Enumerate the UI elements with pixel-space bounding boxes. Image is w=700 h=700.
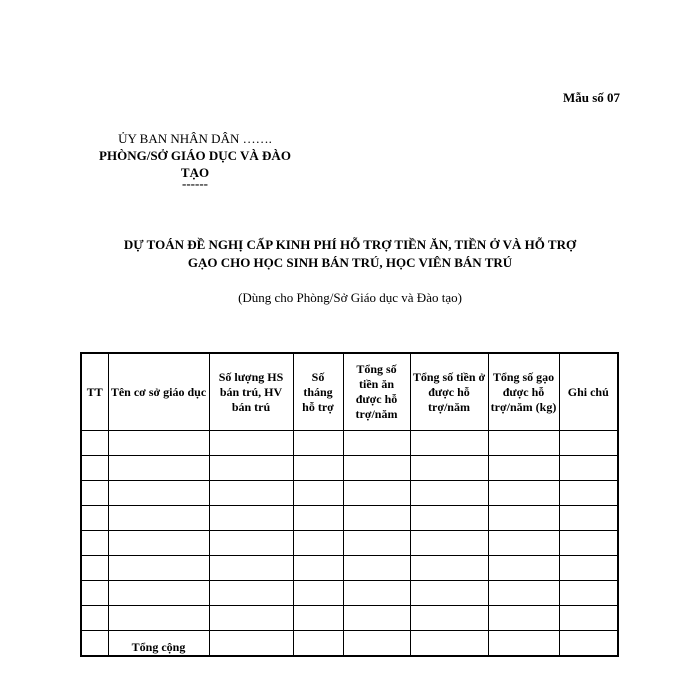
- column-header-student-count: Số lượng HS bán trú, HV bán trú: [209, 353, 293, 431]
- table-cell: [293, 531, 343, 556]
- table-cell: [209, 481, 293, 506]
- table-row: [81, 481, 618, 506]
- table-row: [81, 456, 618, 481]
- table-cell: [559, 556, 618, 581]
- table-cell: [108, 581, 209, 606]
- table-cell: [81, 481, 108, 506]
- table-cell: [209, 581, 293, 606]
- budget-table: [80, 352, 619, 657]
- table-cell: [559, 581, 618, 606]
- table-cell: [293, 506, 343, 531]
- authority-name: ỦY BAN NHÂN DÂN …….: [118, 131, 272, 146]
- table-cell: [293, 456, 343, 481]
- table-row: [81, 581, 618, 606]
- table-row: [81, 506, 618, 531]
- issuing-authority-block: [70, 130, 320, 189]
- table-cell: [559, 606, 618, 631]
- document-title: [70, 236, 630, 272]
- table-cell: [209, 431, 293, 456]
- table-cell: [343, 531, 410, 556]
- table-cell: [108, 506, 209, 531]
- table-cell: [488, 606, 559, 631]
- table-cell: [488, 506, 559, 531]
- column-header-tt: TT: [81, 353, 108, 431]
- column-header-months: Số tháng hỗ trợ: [293, 353, 343, 431]
- table-cell: [209, 506, 293, 531]
- table-cell: [108, 456, 209, 481]
- table-cell: [559, 531, 618, 556]
- table-cell: [81, 581, 108, 606]
- table-cell: [410, 556, 488, 581]
- table-cell: [108, 481, 209, 506]
- department-name-line2: TẠO: [180, 165, 210, 180]
- table-cell: [293, 556, 343, 581]
- table-cell: [488, 431, 559, 456]
- table-cell: [209, 606, 293, 631]
- table-cell: [343, 506, 410, 531]
- total-label: Tổng cộng: [108, 631, 209, 657]
- table-cell: [81, 431, 108, 456]
- column-header-housing-money: Tổng số tiền ở được hỗ trợ/năm: [410, 353, 488, 431]
- table-cell: [108, 431, 209, 456]
- table-cell: [559, 456, 618, 481]
- form-number: Mẫu số 07: [562, 90, 620, 105]
- table-cell: [343, 606, 410, 631]
- column-header-meal-money: Tổng số tiền ăn được hỗ trợ/năm: [343, 353, 410, 431]
- table-cell: [343, 431, 410, 456]
- table-cell: [81, 556, 108, 581]
- table-cell: [343, 456, 410, 481]
- table-cell: [410, 481, 488, 506]
- table-cell: [488, 581, 559, 606]
- table-cell: [293, 606, 343, 631]
- table-cell: [559, 431, 618, 456]
- table-cell: [410, 431, 488, 456]
- table-cell: [293, 581, 343, 606]
- table-cell: [81, 606, 108, 631]
- column-header-rice: Tổng số gạo được hỗ trợ/năm (kg): [488, 353, 559, 431]
- table-cell: [81, 456, 108, 481]
- table-cell: [81, 506, 108, 531]
- table-row: [81, 556, 618, 581]
- table-cell: [343, 481, 410, 506]
- table-cell: [410, 581, 488, 606]
- table-header-row: [81, 353, 618, 431]
- document-subtitle: (Dùng cho Phòng/Sở Giáo dục và Đào tạo): [238, 290, 462, 305]
- table-cell: [293, 481, 343, 506]
- table-row: [81, 606, 618, 631]
- table-cell: [488, 456, 559, 481]
- table-cell: [488, 531, 559, 556]
- table-cell: [108, 556, 209, 581]
- table-row: [81, 531, 618, 556]
- department-name-line1: PHÒNG/SỞ GIÁO DỤC VÀ ĐÀO: [99, 148, 291, 163]
- table-cell: [209, 531, 293, 556]
- table-cell: [209, 456, 293, 481]
- title-line-2: GẠO CHO HỌC SINH BÁN TRÚ, HỌC VIÊN BÁN TRÚ: [187, 255, 513, 270]
- table-cell: [343, 556, 410, 581]
- table-cell: [410, 531, 488, 556]
- table-cell: [343, 581, 410, 606]
- table-cell: [108, 606, 209, 631]
- table-cell: [293, 431, 343, 456]
- table-cell: [410, 506, 488, 531]
- table-cell: [209, 556, 293, 581]
- total-row: [81, 631, 618, 657]
- title-line-1: DỰ TOÁN ĐỀ NGHỊ CẤP KINH PHÍ HỖ TRỢ TIỀN ĂN, TIỀN Ở VÀ HỖ TRỢ: [123, 237, 577, 252]
- header-separator: ------: [182, 176, 208, 191]
- table-cell: [488, 556, 559, 581]
- column-header-institution: Tên cơ sở giáo dục: [108, 353, 209, 431]
- table-cell: [410, 606, 488, 631]
- table-cell: [559, 506, 618, 531]
- table-cell: [410, 456, 488, 481]
- table-row: [81, 431, 618, 456]
- column-header-notes: Ghi chú: [559, 353, 618, 431]
- table-cell: [488, 481, 559, 506]
- table-cell: [559, 481, 618, 506]
- table-cell: [108, 531, 209, 556]
- table-cell: [81, 531, 108, 556]
